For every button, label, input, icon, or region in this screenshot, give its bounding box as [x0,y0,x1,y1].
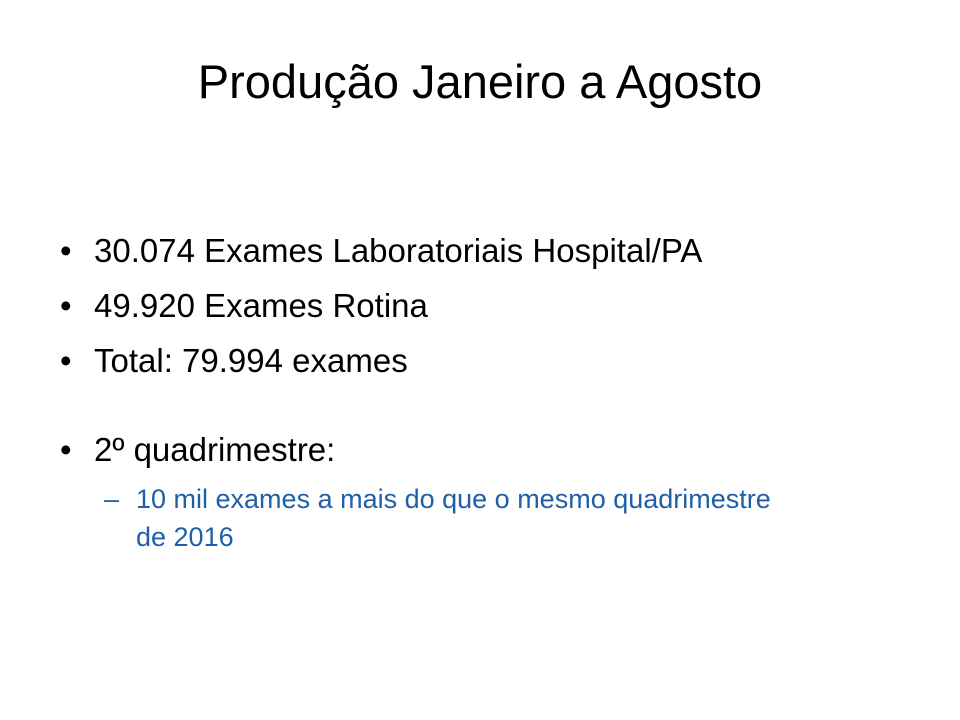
page-title: Produção Janeiro a Agosto [197,55,763,108]
list-item-label: 2º quadrimestre: [94,430,336,468]
list-item-label: 30.074 Exames Laboratoriais Hospital/PA [94,232,703,269]
slide-body [48,228,928,556]
bullet-icon: • [60,232,72,269]
bullet-list [48,228,928,473]
sub-list-item [94,481,928,556]
list-item [48,427,928,474]
list-item [48,228,928,275]
list-item [48,338,928,385]
list-item-label: Total: 79.994 exames [94,341,408,379]
bullet-icon: • [60,430,72,468]
list-spacer [48,393,928,427]
bullet-icon: • [60,286,72,324]
dash-bullet-icon: – [104,484,120,515]
sub-list-item-label: 10 mil exames a mais do que o mesmo quadrimestre de 2016 [136,484,771,552]
sub-bullet-list [48,481,928,556]
bullet-icon: • [60,341,72,379]
list-item-label: 49.920 Exames Rotina [94,286,428,324]
list-item [48,283,928,330]
